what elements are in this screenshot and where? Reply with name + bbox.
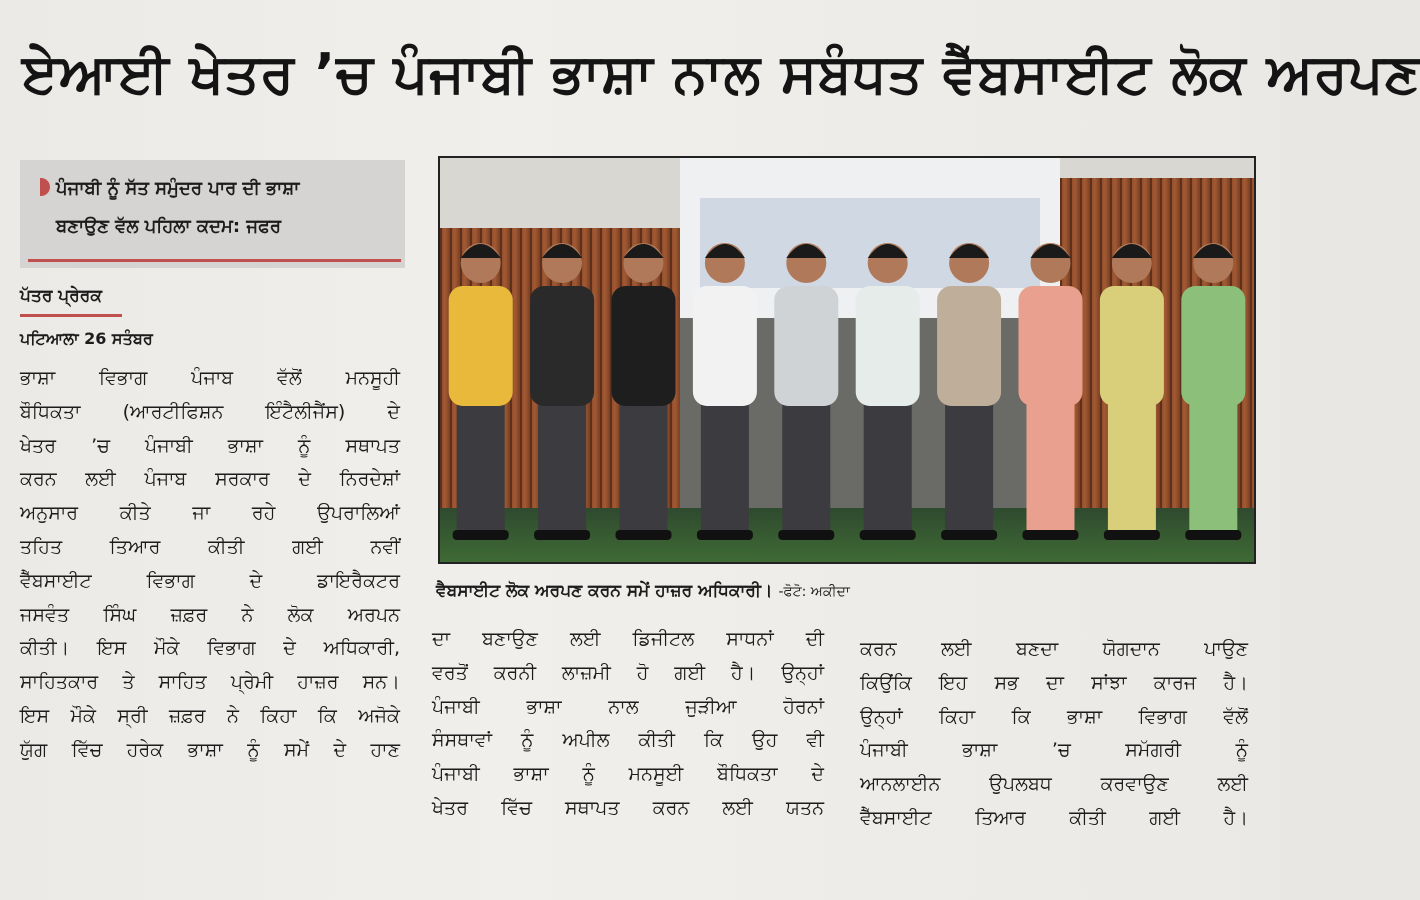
group-photo — [438, 156, 1256, 564]
group-photo-image — [440, 158, 1254, 562]
article-column-3 — [860, 633, 1248, 836]
article-column-2 — [432, 623, 824, 826]
article-column-1 — [20, 362, 400, 768]
text-line: ਪੰਜਾਬੀ ਭਾਸ਼ਾ ਨਾਲ ਜੁੜੀਆ ਹੋਰਨਾਂ — [432, 695, 824, 718]
subhead-line: ਪੰਜਾਬੀ ਨੂੰ ਸੱਤ ਸਮੁੰਦਰ ਪਾਰ ਦੀ ਭਾਸ਼ਾ — [56, 178, 300, 199]
text-line: ਵੈੱਬਸਾਈਟ ਤਿਆਰ ਕੀਤੀ ਗਈ ਹੈ। — [860, 806, 1248, 829]
text-line: ਕੀਤੀ। ਇਸ ਮੌਕੇ ਵਿਭਾਗ ਦੇ ਅਧਿਕਾਰੀ, — [20, 637, 400, 660]
text-line: ਉਨ੍ਹਾਂ ਕਿਹਾ ਕਿ ਭਾਸ਼ਾ ਵਿਭਾਗ ਵੱਲੋਂ — [860, 705, 1248, 728]
person-figure — [937, 243, 1001, 540]
text-line: ਸੰਸਥਾਵਾਂ ਨੂੰ ਅਪੀਲ ਕੀਤੀ ਕਿ ਉਹ ਵੀ — [432, 729, 824, 752]
person-figure — [612, 243, 676, 540]
photo-caption — [436, 576, 1256, 607]
text-line: ਬੌਧਿਕਤਾ (ਆਰਟੀਫਿਸ਼ਨ ਇੰਟੈਲੀਜੈਂਸ) ਦੇ — [20, 400, 400, 423]
text-line: ਇਸ ਮੌਕੇ ਸ੍ਰੀ ਜ਼ਫ਼ਰ ਨੇ ਕਿਹਾ ਕਿ ਅਜੋਕੇ — [20, 704, 400, 727]
text-line: ਸਾਹਿਤਕਾਰ ਤੇ ਸਾਹਿਤ ਪ੍ਰੇਮੀ ਹਾਜ਼ਰ ਸਨ। — [20, 671, 400, 694]
text-line: ਆਨਲਾਈਨ ਉਪਲਬਧ ਕਰਵਾਉਣ ਲਈ — [860, 773, 1248, 796]
person-figure — [856, 243, 920, 540]
text-line: ਭਾਸ਼ਾ ਵਿਭਾਗ ਪੰਜਾਬ ਵੱਲੋਂ ਮਨਸੂਹੀ — [20, 367, 400, 389]
subhead-box — [20, 160, 405, 268]
text-line: ਅਨੁਸਾਰ ਕੀਤੇ ਜਾ ਰਹੇ ਉਪਰਾਲਿਆਂ — [20, 502, 400, 525]
text-line: ਯੁੱਗ ਵਿੱਚ ਹਰੇਕ ਭਾਸ਼ਾ ਨੂੰ ਸਮੇਂ ਦੇ ਹਾਣ — [20, 738, 400, 761]
text-line: ਕਰਨ ਲਈ ਬਣਦਾ ਯੋਗਦਾਨ ਪਾਉਣ — [860, 638, 1248, 660]
person-figure — [1181, 243, 1245, 540]
text-line: ਤਹਿਤ ਤਿਆਰ ਕੀਤੀ ਗਈ ਨਵੀਂ — [20, 535, 400, 558]
text-line: ਖੇਤਰ ਵਿੱਚ ਸਥਾਪਤ ਕਰਨ ਲਈ ਯਤਨ — [432, 796, 824, 819]
text-line: ਕਰਨ ਲਈ ਪੰਜਾਬ ਸਰਕਾਰ ਦੇ ਨਿਰਦੇਸ਼ਾਂ — [20, 468, 400, 491]
text-line: ਪੰਜਾਬੀ ਭਾਸ਼ਾ ’ਚ ਸਮੱਗਰੀ ਨੂੰ — [860, 739, 1248, 762]
person-figure — [774, 243, 838, 540]
text-line: ਦਾ ਬਣਾਉਣ ਲਈ ਡਿਜੀਟਲ ਸਾਧਨਾਂ ਦੀ — [432, 628, 824, 650]
text-line: ਖੇਤਰ ’ਚ ਪੰਜਾਬੀ ਭਾਸ਼ਾ ਨੂੰ ਸਥਾਪਤ — [20, 434, 400, 457]
person-figure — [449, 243, 513, 540]
headline: ਏਆਈ ਖੇਤਰ ’ਚ ਪੰਜਾਬੀ ਭਾਸ਼ਾ ਨਾਲ ਸਬੰਧਤ ਵੈੱਬਸਾਈਟ ਲੋਕ ਅਰਪਣ — [22, 42, 1420, 105]
person-figure — [1100, 243, 1164, 540]
subhead-line: ਬਣਾਉਣ ਵੱਲ ਪਹਿਲਾ ਕਦਮ: ਜਫਰ — [56, 216, 282, 237]
photo-credit: -ਫੋਟੋ: ਅਕੀਦਾ — [778, 584, 850, 600]
text-line: ਪੰਜਾਬੀ ਭਾਸ਼ਾ ਨੂੰ ਮਨਸੂਈ ਬੌਧਿਕਤਾ ਦੇ — [432, 763, 824, 786]
byline-rule — [20, 314, 122, 317]
byline: ਪੱਤਰ ਪ੍ਰੇਰਕ — [20, 286, 102, 306]
text-line: ਵਰਤੋਂ ਕਰਨੀ ਲਾਜ਼ਮੀ ਹੋ ਗਈ ਹੈ। ਉਨ੍ਹਾਂ — [432, 661, 824, 684]
person-figure — [530, 243, 594, 540]
person-figure — [693, 243, 757, 540]
dateline: ਪਟਿਆਲਾ 26 ਸਤੰਬਰ — [20, 329, 153, 348]
text-line: ਜਸਵੰਤ ਸਿੰਘ ਜ਼ਫ਼ਰ ਨੇ ਲੋਕ ਅਰਪਨ — [20, 603, 400, 626]
text-line: ਕਿਉਂਕਿ ਇਹ ਸਭ ਦਾ ਸਾਂਝਾ ਕਾਰਜ ਹੈ। — [860, 671, 1248, 694]
text-line: ਵੈੱਬਸਾਈਟ ਵਿਭਾਗ ਦੇ ਡਾਇਰੈਕਟਰ — [20, 569, 400, 592]
caption-text: ਵੈਬਸਾਈਟ ਲੋਕ ਅਰਪਣ ਕਰਨ ਸਮੇਂ ਹਾਜ਼ਰ ਅਧਿਕਾਰੀ। — [436, 581, 773, 601]
person-figure — [1019, 243, 1083, 540]
